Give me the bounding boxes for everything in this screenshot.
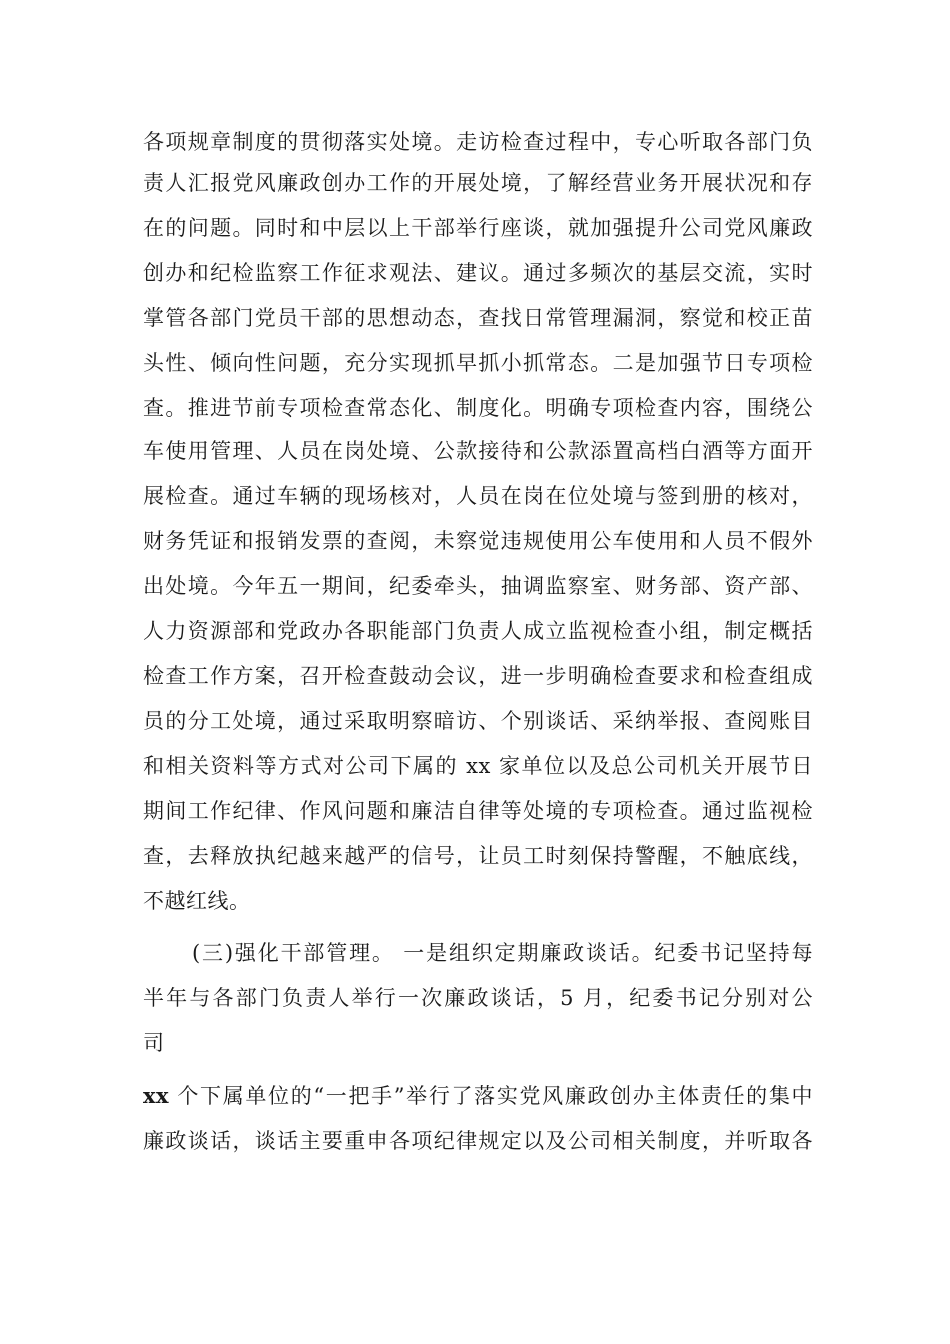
- text-line: 员的分工处境，通过采取明察暗访、个别谈话、采纳举报、查阅账目: [143, 709, 813, 733]
- text-line: 半年与各部门负责人举行一次廉政谈话，5 月，纪委书记分别对公: [143, 986, 813, 1010]
- text-line: 在的问题。同时和中层以上干部举行座谈，就加强提升公司党风廉政: [143, 216, 813, 240]
- text-line: [143, 1082, 813, 1110]
- text-line: 责人汇报党风廉政创办工作的开展处境，了解经营业务开展状况和存: [143, 171, 813, 195]
- text-line: 展检查。通过车辆的现场核对，人员在岗在位处境与签到册的核对，: [143, 484, 813, 508]
- text-segment: 个下属单位的“一把手”举行了落实党风廉政创办主体责任的集中: [169, 1084, 813, 1108]
- text-line: 头性、倾向性问题，充分实现抓早抓小抓常态。二是加强节日专项检: [143, 351, 813, 375]
- text-line: 廉政谈话，谈话主要重申各项纪律规定以及公司相关制度，并听取各: [143, 1129, 813, 1153]
- text-line: 和相关资料等方式对公司下属的 xx 家单位以及总公司机关开展节日: [143, 754, 813, 778]
- text-line: 出处境。今年五一期间，纪委牵头，抽调监察室、财务部、资产部、: [143, 574, 813, 598]
- text-line: 财务凭证和报销发票的查阅，未察觉违规使用公车使用和人员不假外: [143, 529, 813, 553]
- text-line: 不越红线。: [143, 889, 251, 913]
- text-line: 期间工作纪律、作风问题和廉洁自律等处境的专项检查。通过监视检: [143, 799, 813, 823]
- section-heading-line: (三)强化干部管理。 一是组织定期廉政谈话。纪委书记坚持每: [192, 941, 813, 965]
- text-line: 查。推进节前专项检查常态化、制度化。明确专项检查内容，围绕公: [143, 396, 813, 420]
- text-line: 检查工作方案，召开检查鼓动会议，进一步明确检查要求和检查组成: [143, 664, 813, 688]
- unit-count-placeholder: xx: [143, 1083, 170, 1108]
- text-line: 各项规章制度的贯彻落实处境。走访检查过程中，专心听取各部门负: [143, 130, 813, 154]
- text-line: 司: [143, 1031, 165, 1055]
- text-line: 人力资源部和党政办各职能部门负责人成立监视检查小组，制定概括: [143, 619, 813, 643]
- text-line: 掌管各部门党员干部的思想动态，查找日常管理漏洞，察觉和校正苗: [143, 306, 813, 330]
- text-line: 查，去释放执纪越来越严的信号，让员工时刻保持警醒，不触底线，: [143, 844, 813, 868]
- text-line: 车使用管理、人员在岗处境、公款接待和公款添置高档白酒等方面开: [143, 439, 813, 463]
- text-line: 创办和纪检监察工作征求观法、建议。通过多频次的基层交流，实时: [143, 261, 813, 285]
